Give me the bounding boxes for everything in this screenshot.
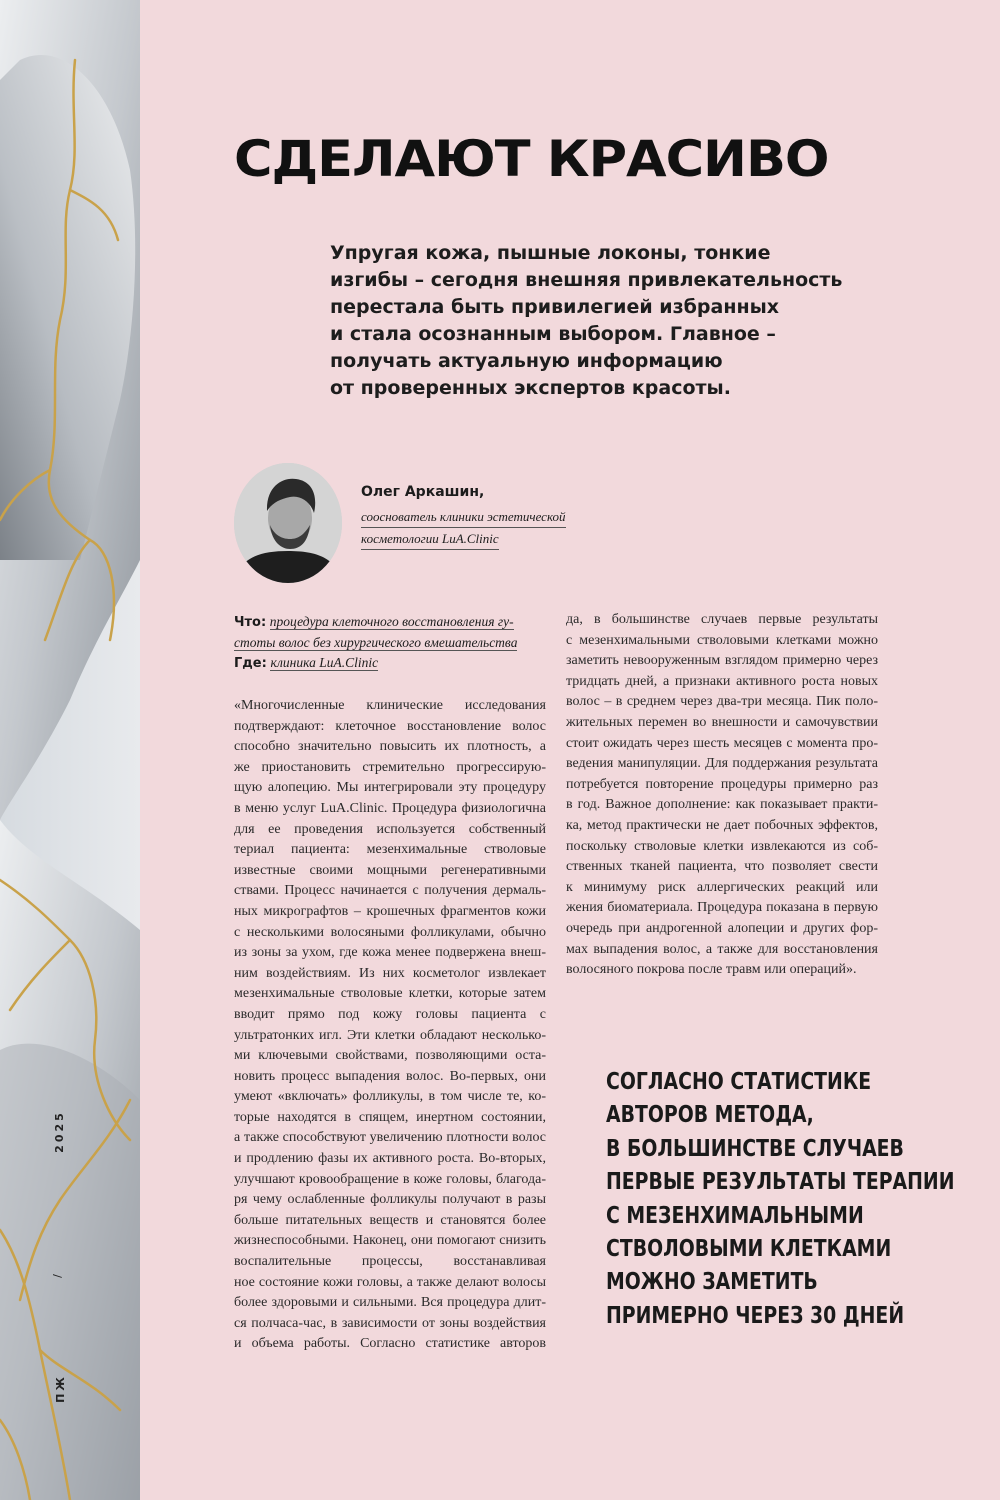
lead-line: и стала осознанным выбором. Главное –	[330, 323, 776, 345]
pull-quote-line: ПРИМЕРНО ЧЕРЕЗ 30 ДНЕЙ	[606, 1302, 905, 1329]
body-text-line: и продлению фазы их активного роста. Во-вторых,	[234, 1151, 546, 1167]
body-text-line: «Многочисленные клинические исследования	[234, 698, 546, 713]
author-photo	[234, 463, 342, 583]
body-text-line: заметить невооруженным взглядом примерно через	[566, 653, 878, 669]
what-label: Что:	[234, 615, 267, 630]
body-text-line: способно значительно повысить их плотность, а	[234, 739, 546, 755]
author-role	[361, 506, 566, 550]
body-text-line: волос – в среднем через два-три месяца. Пик поло-	[566, 694, 878, 710]
body-text-line: и объема работы. Согласно статистике авторов	[234, 1336, 546, 1352]
body-column-left	[234, 696, 546, 1355]
lead-paragraph	[330, 240, 850, 402]
body-column-right	[566, 610, 878, 981]
body-text-line: к минимуму риск аллергических реакций или	[566, 879, 878, 895]
body-text-line: известные своими мощными регенеративными	[234, 862, 546, 878]
where-value: клиника LuA.Clinic	[270, 655, 379, 670]
pull-quote	[606, 1066, 955, 1333]
pull-quote-line: АВТОРОВ МЕТОДА,	[606, 1102, 814, 1129]
body-text-line: подтверждают: клеточное восстановление волос	[234, 718, 546, 734]
body-text-line: умеют «включать» фолликулы, в том числе те, ко-	[234, 1089, 546, 1105]
body-text-line: в меню услуг LuA.Clinic. Процедура физиологична	[234, 800, 546, 816]
body-text-line: жительных перемен во внешности и самочувствии	[566, 714, 878, 730]
body-text-line: ных микрографтов – крошечных фрагментов кожи	[234, 903, 546, 919]
body-text-line: ми ключевыми свойствами, позволяющими оста-	[234, 1048, 546, 1064]
body-text-line: ка, метод практически не дает побочных эффектов,	[566, 817, 878, 833]
body-text-line: более здоровыми и сильными. Вся процедура длит-	[234, 1295, 546, 1311]
year-label: 2025	[52, 1110, 66, 1153]
body-text-line: с мезенхимальными стволовыми клетками можно	[566, 632, 878, 648]
where-label: Где:	[234, 656, 267, 671]
pull-quote-line: СТВОЛОВЫМИ КЛЕТКАМИ	[606, 1236, 892, 1263]
statue-image	[0, 0, 140, 1500]
pull-quote-line: С МЕЗЕНХИМАЛЬНЫМИ	[606, 1202, 864, 1229]
body-text-line: щую алопецию. Мы интегрировали эту процедуру	[234, 780, 546, 796]
body-text-line: в год. Важное дополнение: как показывает практи-	[566, 797, 878, 813]
body-text-line: мезенхимальные стволовые клетки, которые затем	[234, 986, 546, 1002]
body-text-line: тридцать дней, а признаки активного роста новых	[566, 673, 878, 689]
body-text-line: ствами. Процесс начинается с получения дермаль-	[234, 883, 546, 899]
lead-line: Упругая кожа, пышные локоны, тонкие	[330, 242, 771, 264]
body-text-line: улучшают кровообращение в коже головы, благода-	[234, 1171, 546, 1187]
body-text-line: для ее проведения используется собственный	[234, 821, 546, 837]
body-text-line: потребуется повторение процедуры примерно раз	[566, 776, 878, 792]
pull-quote-line: В БОЛЬШИНСТВЕ СЛУЧАЕВ	[606, 1135, 904, 1162]
pull-quote-line: СОГЛАСНО СТАТИСТИКЕ	[606, 1069, 872, 1095]
body-text-line: жизнеспособными. Наконец, они помогают снизить	[234, 1233, 546, 1249]
body-text-line: стоит ожидать через шесть месяцев с момента про-	[566, 735, 878, 751]
page-title: СДЕЛАЮТ КРАСИВО	[234, 130, 829, 188]
body-text-line: ведения манипуляции. Для поддержания результата	[566, 756, 878, 772]
lead-line: изгибы – сегодня внешняя привлекательность	[330, 269, 843, 291]
body-text-line: да, в большинстве случаев первые результаты	[566, 612, 878, 627]
body-text-line: воспалительные процессы, восстанавливая	[234, 1254, 546, 1270]
pull-quote-line: ПЕРВЫЕ РЕЗУЛЬТАТЫ ТЕРАПИИ	[606, 1169, 955, 1196]
body-text-line: вводит прямо под кожу головы пациента с	[234, 1006, 546, 1022]
body-text-line: ря чему ослабленные фолликулы получают в разы	[234, 1192, 546, 1208]
pull-quote-line: МОЖНО ЗАМЕТИТЬ	[606, 1269, 818, 1296]
lead-line: получать актуальную информацию	[330, 350, 723, 372]
body-text-line: ним воздействиям. Из них косметолог извлекает	[234, 965, 546, 981]
body-text-line: же приостановить стремительно прогрессирую-	[234, 759, 546, 775]
body-text-line: поскольку стволовые клетки извлекаются из соб-	[566, 838, 878, 854]
body-text-line: торые находятся в спящем, инертном состоянии,	[234, 1109, 546, 1125]
body-text-line: очередь при андрогенной алопеции и других фор-	[566, 920, 878, 936]
body-text-line: из зоны за ухом, где кожа менее подвержена внеш-	[234, 945, 546, 961]
body-text-line: мах выпадения волос, а также для восстановления	[566, 941, 878, 957]
body-text-line: новить процесс выпадения волос. Во-первых, они	[234, 1068, 546, 1084]
body-text-line: с несколькими волосяными фолликулами, обычно	[234, 924, 546, 940]
body-text-line: териал пациента: мезенхимальные стволовые	[234, 842, 546, 858]
body-text-line: ультратонких игл. Эти клетки обладают несколько-	[234, 1027, 546, 1043]
author-role-line: сооснователь клиники эстетической	[361, 506, 566, 528]
body-text-line: ственных тканей пациента, что позволяет свести	[566, 859, 878, 875]
lead-line: от проверенных экспертов красоты.	[330, 377, 731, 399]
what-value-line2: стоты волос без хирургического вмешательства	[234, 635, 518, 650]
body-text-line: а также способствуют увеличению плотности волос	[234, 1130, 546, 1146]
body-text-line: волосяного покрова после травм или операций».	[566, 962, 857, 978]
magazine-label: ПЖ	[53, 1374, 67, 1403]
body-text-line: больше питательных веществ и становятся более	[234, 1212, 546, 1228]
author-name: Олег Аркашин,	[361, 484, 485, 500]
body-text-line: жения биоматериала. Процедура показана в первую	[566, 900, 878, 916]
body-text-line: ное состояние кожи головы, а также делают волосы	[234, 1274, 546, 1290]
lead-line: перестала быть привилегией избранных	[330, 296, 780, 318]
procedure-info	[234, 612, 544, 674]
body-text-line: ся полчаса-час, в зависимости от зоны воздействия	[234, 1315, 546, 1331]
separator-slash: /	[50, 1271, 64, 1278]
what-value-line1: процедура клеточного восстановления гу-	[269, 614, 514, 629]
author-role-line: косметологии LuA.Clinic	[361, 528, 499, 550]
